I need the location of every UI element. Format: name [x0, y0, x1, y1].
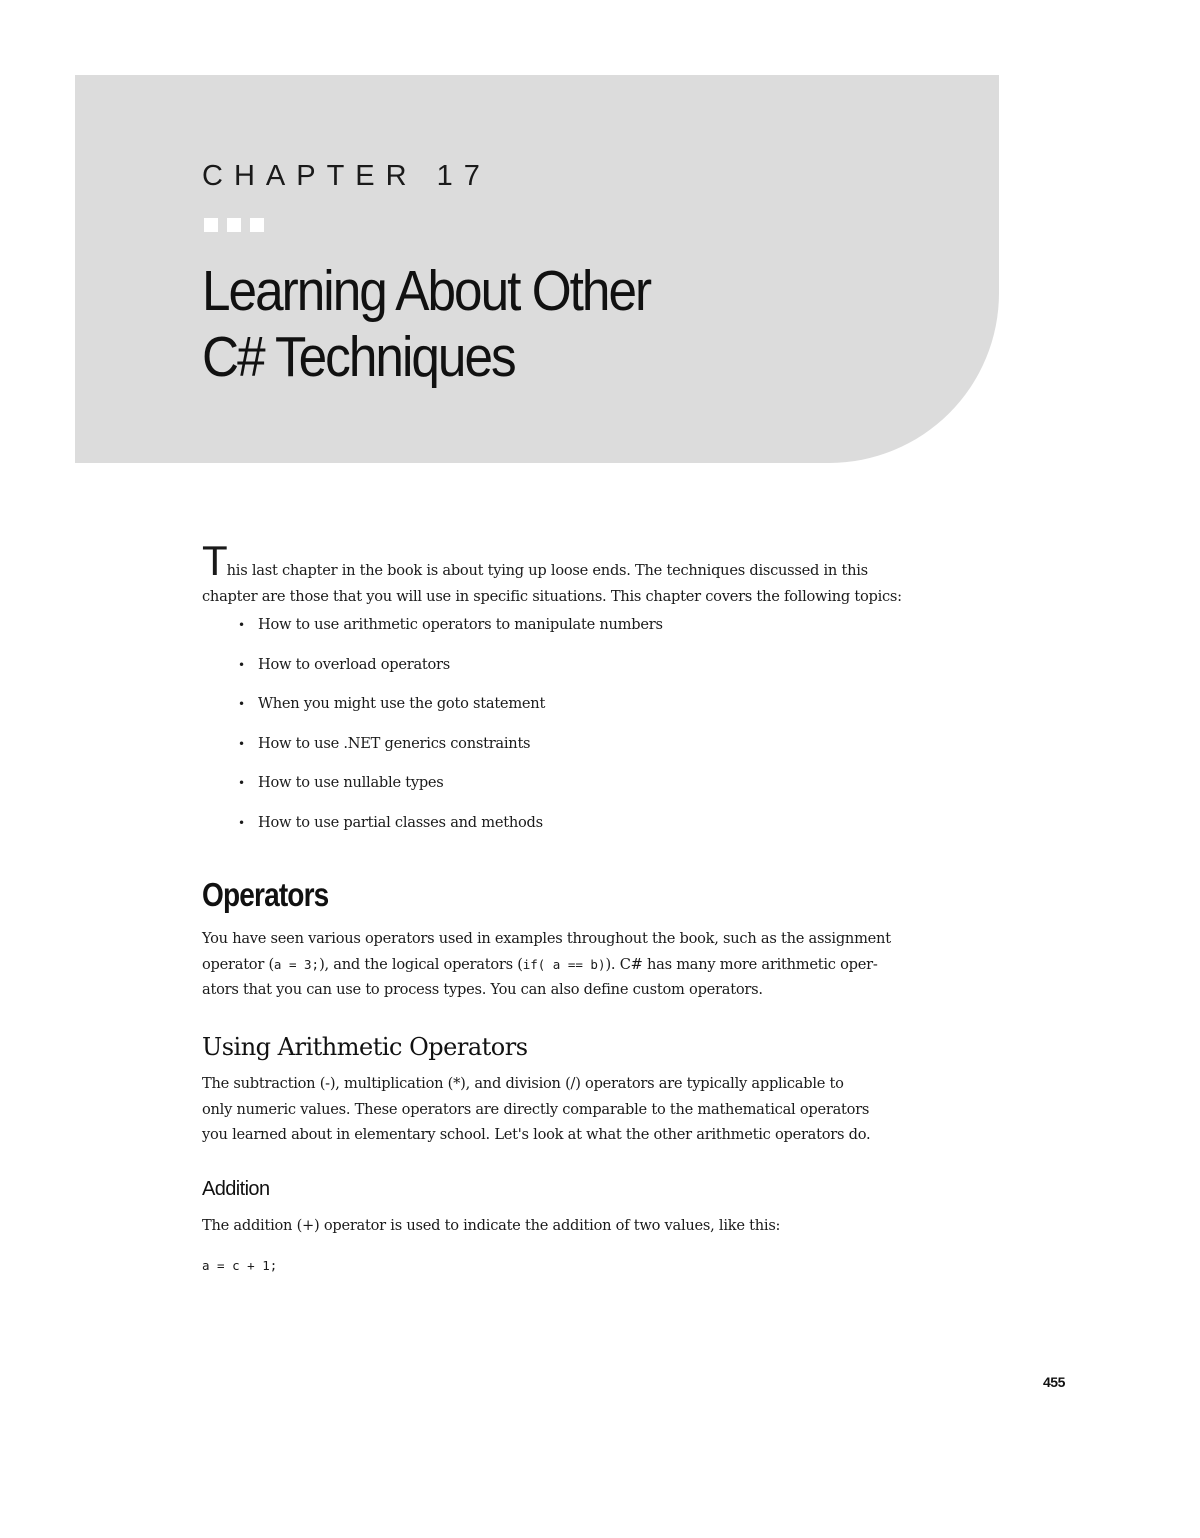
list-item — [238, 612, 663, 652]
intro-line: chapter are those that you will use in specific situations. This chapter covers the following topics: — [202, 588, 902, 605]
inline-code: a = 3; — [273, 956, 320, 972]
bullet: • — [238, 618, 245, 632]
paragraph-line — [202, 952, 1002, 978]
subsection-heading-arithmetic: Using Arithmetic Operators — [202, 1033, 528, 1061]
text-run: operator ( — [202, 955, 274, 973]
paragraph-line: The subtraction (-), multiplication (*), and division (/) operators are typically applicable to — [202, 1075, 844, 1092]
bullet: • — [238, 776, 245, 791]
list-item — [238, 810, 663, 850]
paragraph-line: You have seen various operators used in examples throughout the book, such as the assignment — [202, 930, 891, 947]
topic-text: When you might use the goto statement — [258, 695, 546, 713]
chapter-title-line: C# Techniques — [202, 325, 515, 389]
topic-text: How to use nullable types — [258, 774, 444, 792]
inline-code: if( a == b) — [522, 956, 606, 972]
topic-list — [238, 612, 663, 850]
topic-text: How to use .NET generics constraints — [258, 734, 531, 752]
drop-cap: T — [202, 537, 227, 584]
intro-line-text: his last chapter in the book is about tying up loose ends. The techniques discussed in this — [226, 562, 868, 579]
paragraph-line: only numeric values. These operators are directly comparable to the mathematical operators — [202, 1100, 870, 1118]
intro-line — [202, 537, 1002, 584]
text-run: ), and the logical operators ( — [319, 955, 523, 973]
list-item — [238, 691, 663, 731]
operators-paragraph — [202, 926, 1002, 1003]
decoration-square — [204, 218, 218, 232]
topic-text: How to use partial classes and methods — [258, 813, 543, 831]
paragraph-line: you learned about in elementary school. Let's look at what the other arithmetic operators do. — [202, 1126, 871, 1143]
list-item — [238, 770, 663, 810]
chapter-title — [202, 258, 886, 390]
section-heading-operators: Operators — [202, 876, 329, 913]
addition-paragraph — [202, 1213, 1002, 1239]
decoration-square — [227, 218, 241, 232]
decoration-square — [250, 218, 264, 232]
bullet: • — [238, 736, 245, 751]
bullet: • — [238, 697, 245, 712]
intro-paragraph — [202, 537, 1002, 610]
chapter-decoration — [204, 218, 264, 232]
list-item — [238, 731, 663, 771]
chapter-title-line: Learning About Other — [202, 259, 651, 323]
topic-text: How to overload operators — [258, 655, 451, 673]
list-item — [238, 652, 663, 692]
code-example: a = c + 1; — [202, 1258, 278, 1273]
chapter-label: CHAPTER 17 — [202, 160, 491, 192]
bullet: • — [238, 815, 245, 830]
page-number: 455 — [1043, 1374, 1065, 1390]
bullet: • — [238, 657, 245, 672]
topic-text: How to use arithmetic operators to manipulate numbers — [258, 616, 663, 633]
heading-addition: Addition — [202, 1178, 270, 1200]
paragraph-line: ators that you can use to process types. You can also define custom operators. — [202, 981, 763, 998]
arithmetic-paragraph — [202, 1071, 1002, 1148]
paragraph-line: The addition (+) operator is used to indicate the addition of two values, like this: — [202, 1217, 781, 1234]
text-run: ). C# has many more arithmetic oper- — [605, 955, 878, 973]
